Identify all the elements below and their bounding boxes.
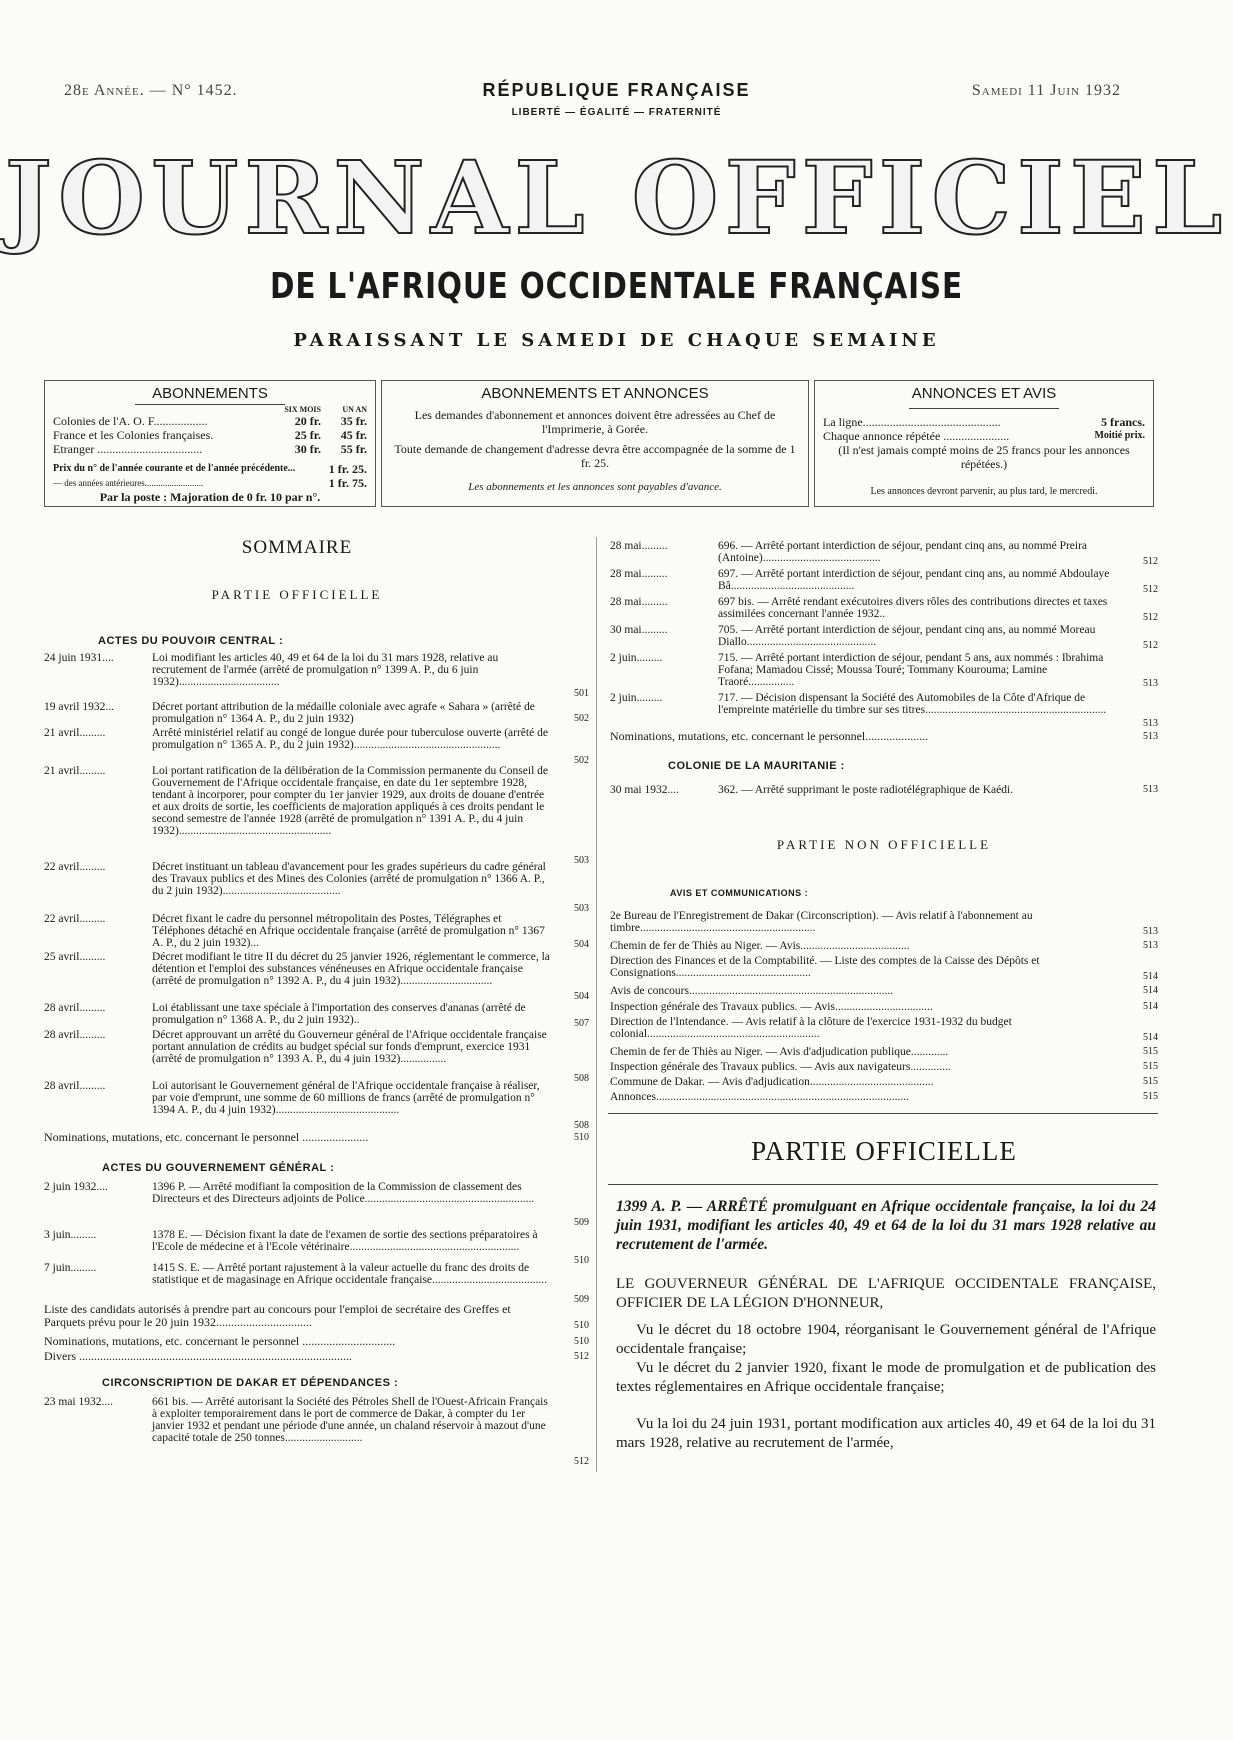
- price-column-headers: [53, 405, 367, 414]
- annonces-avis-box: [814, 380, 1154, 507]
- toc-entry: Annonces........................................................................................ 515: [610, 1091, 1158, 1103]
- text-paragraph: Les demandes d'abonnement et annonces doivent être adressées au Chef de l'Imprimerie, à Gorée.: [414, 408, 776, 436]
- column-divider: [596, 537, 597, 1472]
- col-un-an: UN AN: [342, 405, 367, 414]
- abonnements-annonces-title: ABONNEMENTS ET ANNONCES: [481, 385, 709, 402]
- masthead-tagline: PARAISSANT LE SAMEDI DE CHAQUE SEMAINE: [293, 330, 940, 351]
- toc-nominations: Nominations, mutations, etc. concernant le personnel ............................... 510: [44, 1334, 589, 1348]
- toc-entry: Inspection générale des Travaux publics. — Avis aux navigateurs.............. 515: [610, 1061, 1158, 1073]
- col-six-mois: SIX MOIS: [284, 405, 321, 414]
- prix-row: Prix du n° de l'année courante et de l'année précédente... 1 fr. 25.: [53, 462, 367, 476]
- price-row: Colonies de l'A. O. F.................. 20 fr. 35 fr.: [53, 414, 367, 428]
- toc-entry: 3 juin......... 1378 E. — Décision fixant la date de l'examen de sortie des sections préparatoires à l'Ecole de médecine et à l'Ecole vétérinaire........................................................... 510: [44, 1229, 589, 1266]
- toc-entry: Inspection générale des Travaux publics. — Avis.................................. 514: [610, 1001, 1158, 1013]
- text-paragraph: Les abonnements et les annonces sont payables d'avance.: [468, 481, 722, 493]
- toc-entry: 28 mai......... 697. — Arrêté portant interdiction de séjour, pendant cinq ans, au nommé Abdoulaye Bâ........................................... 512: [610, 568, 1158, 595]
- toc-entry: 28 mai......... 696. — Arrêté portant interdiction de séjour, pendant cinq ans, au nommé Preira (Antoine)......................................... 512: [610, 540, 1158, 567]
- annonces-note: (Il n'est jamais compté moins de 25 francs pour les annonces répétées.): [838, 443, 1130, 471]
- toc-nominations: Nominations, mutations, etc. concernant le personnel..................... 513: [610, 729, 1158, 743]
- partie-non-officielle-heading: PARTIE NON OFFICIELLE: [776, 837, 992, 852]
- masthead-subtitle: DE L'AFRIQUE OCCIDENTALE FRANÇAISE: [269, 266, 964, 307]
- section-rule: [608, 1184, 1158, 1185]
- vu-paragraph: Vu la loi du 24 juin 1931, portant modification aux articles 40, 49 et 64 de la loi du 31 mars 1928, relative au recrutement de l'armée,: [616, 1416, 1156, 1451]
- toc-entry: 2 juin......... 715. — Arrêté portant interdiction de séjour, pendant 5 ans, aux nommés : Ibrahima Fofana; Mamadou Cissé; Moussa Touré; Tommany Kourouma; Lamine Traoré................ 513: [610, 652, 1158, 689]
- section-gouvernement-general: ACTES DU GOUVERNEMENT GÉNÉRAL :: [102, 1162, 335, 1174]
- gouverneur-line: LE GOUVERNEUR GÉNÉRAL DE L'AFRIQUE OCCIDENTALE FRANÇAISE, OFFICIER DE LA LÉGION D'HONNEUR,: [616, 1276, 1156, 1311]
- toc-entry: Chemin de fer de Thiès au Niger. — Avis d'adjudication publique............. 515: [610, 1046, 1158, 1058]
- toc-entry: 19 avril 1932... Décret portant attribution de la médaille coloniale avec agrafe « Sahara » (arrêté de promulgation n° 1364 A. P., du 2 juin 1932) 502: [44, 701, 589, 725]
- toc-entry: 7 juin......... 1415 S. E. — Arrêté portant rajustement à la valeur actuelle du franc des droits de statistique et de magasinage en Afrique occidentale française........................................ 509: [44, 1262, 589, 1305]
- republic-heading: RÉPUBLIQUE FRANÇAISE: [482, 80, 751, 100]
- abonnements-box: [44, 380, 376, 507]
- sommaire-title: SOMMAIRE: [241, 537, 353, 558]
- partie-officielle-heading: PARTIE OFFICIELLE: [211, 587, 383, 602]
- toc-entry: 28 avril......... Décret approuvant un arrêté du Gouverneur général de l'Afrique occidentale française portant annulation de crédits au budget spécial sur fonds d'emprunt, exercice 1931 (arrêté de promulgation n° 1393 A. P., du 4 juin 1932)................ 508: [44, 1029, 589, 1084]
- vu-paragraph: Vu le décret du 2 janvier 1920, fixant le mode de promulgation et de publication des textes réglementaires en Afrique occidentale française;: [616, 1360, 1156, 1395]
- issue-number: 28e Année. — N° 1452.: [64, 82, 238, 99]
- toc-entry: 22 avril......... Décret instituant un tableau d'avancement pour les grades supérieurs du cadre général des Travaux publics et des Mines des Colonies (arrêté de promulgation n° 1366 A. P., du 2 juin 1932)......................................... 503: [44, 861, 589, 914]
- section-dakar: CIRCONSCRIPTION DE DAKAR ET DÉPENDANCES :: [102, 1377, 399, 1389]
- toc-entry: 24 juin 1931.... Loi modifiant les articles 40, 49 et 64 de la loi du 31 mars 1928, relative au recrutement de l'armée (arrêté de promulgation n° 1399 A. P., du 6 juin 1932)................................... 501: [44, 652, 589, 699]
- price-row: France et les Colonies françaises. 25 fr. 45 fr.: [53, 428, 367, 442]
- section-rule: [608, 1113, 1158, 1114]
- price-row: Etranger ................................... 30 fr. 55 fr.: [53, 442, 367, 456]
- poste-note: Par la poste : Majoration de 0 fr. 10 par n°.: [99, 490, 321, 504]
- toc-entry: 22 avril......... Décret fixant le cadre du personnel métropolitain des Postes, Télégraphes et Téléphones détaché en Afrique occidentale française (arrêté de promulgation n° 1367 A. P., du 2 juin 1932)... 504: [44, 913, 589, 950]
- toc-entry: Direction de l'Intendance. — Avis relatif à la clôture de l'exercice 1931-1932 du budget colonial............................................................ 514: [610, 1016, 1158, 1043]
- toc-divers: Divers ........................................................................................... 512: [44, 1349, 589, 1363]
- vu-paragraph: Vu le décret du 18 octobre 1904, réorganisant le Gouvernement général de l'Afrique occidentale française;: [616, 1322, 1156, 1357]
- partie-officielle-title: PARTIE OFFICIELLE: [751, 1136, 1017, 1166]
- toc-entry: 21 avril......... Arrêté ministériel relatif au congé de longue durée pour tuberculose ouverte (arrêté de promulgation n° 1365 A. P., du 2 juin 1932)................................................... 502: [44, 727, 589, 766]
- abonnements-title: ABONNEMENTS: [152, 385, 268, 402]
- section-avis: AVIS ET COMMUNICATIONS :: [670, 888, 809, 898]
- toc-liste: Liste des candidats autorisés à prendre part au concours pour l'emploi de secrétaire des Greffes et Parquets prévu pour le 20 juin 1932................................ 510: [44, 1302, 589, 1331]
- annonces-delai: Les annonces devront parvenir, au plus tard, le mercredi.: [870, 486, 1098, 497]
- price-row: La ligne.............................................. 5 francs.: [823, 415, 1145, 429]
- text-paragraph: Toute demande de changement d'adresse devra être accompagnée de la somme de 1 fr. 25.: [394, 442, 796, 470]
- toc-entry: 2 juin 1932.... 1396 P. — Arrêté modifiant la composition de la Commission de classement des Directeurs et des Directeurs adjoints de Police........................................................... 509: [44, 1181, 589, 1228]
- toc-entry: Commune de Dakar. — Avis d'adjudication........................................... 515: [610, 1076, 1158, 1088]
- toc-entry: Chemin de fer de Thiès au Niger. — Avis...................................... 513: [610, 940, 1158, 952]
- toc-entry: 30 mai 1932.... 362. — Arrêté supprimant le poste radiotélégraphique de Kaédi. 513: [610, 784, 1158, 796]
- toc-nominations: Nominations, mutations, etc. concernant le personnel ...................... 510: [44, 1130, 589, 1144]
- price-row: Chaque annonce répétée ...................... Moitié prix.: [823, 429, 1145, 443]
- arrete-heading: 1399 A. P. — ARRÊTÉ promulguant en Afrique occidentale française, la loi du 24 juin 1931, modifiant les articles 40, 49 et 64 de la loi du 31 mars 1928 relative au recrutement de l'armée.: [616, 1198, 1156, 1253]
- annonces-avis-title: ANNONCES ET AVIS: [911, 385, 1057, 402]
- toc-entry: 2 juin......... 717. — Décision dispensant la Société des Automobiles de la Côte d'Afrique de l'empreinte matérielle du timbre sur ses titres............................................................... 513: [610, 692, 1158, 729]
- masthead-title: JOURNAL OFFICIEL: [4, 139, 1229, 257]
- abonnements-annonces-box: [381, 380, 809, 507]
- toc-entry: Direction des Finances et de la Comptabilité. — Liste des comptes de la Caisse des Dépôts et Consignations............................................... 514: [610, 955, 1158, 982]
- motto: LIBERTÉ — ÉGALITÉ — FRATERNITÉ: [511, 107, 722, 118]
- title-rule: [909, 408, 1059, 409]
- toc-entry: 28 avril......... Loi autorisant le Gouvernement général de l'Afrique occidentale française à réaliser, par voie d'emprunt, une somme de 60 millions de francs (arrêté de promulgation n° 1394 A. P., du 4 juin 1932)........................................... 508: [44, 1080, 589, 1131]
- toc-entry: 23 mai 1932.... 661 bis. — Arrêté autorisant la Société des Pétroles Shell de l'Ouest-Africain Français à exploiter temporairement dans le port de commerce de Dakar, à compter du 1er janvier 1932 et pendant une période d'une année, un chaland réservoir à mazout d'une capacité totale de 250 tonnes........................... 512: [44, 1396, 589, 1467]
- prix-row: — des années antérieures.......................... 1 fr. 75.: [53, 476, 367, 490]
- toc-entry: 28 avril......... Loi établissant une taxe spéciale à l'importation des conserves d'ananas (arrêté de promulgation n° 1368 A. P., du 2 juin 1932).. 507: [44, 1002, 589, 1029]
- toc-entry: 25 avril......... Décret modifiant le titre II du décret du 25 janvier 1926, réglementant le commerce, la détention et l'emploi des substances vénéneuses en Afrique occidentale française (arrêté de promulgation n° 1392 A. P., du 4 juin 1932)................................ 504: [44, 951, 589, 1002]
- toc-entry: Avis de concours....................................................................... 514: [610, 985, 1158, 997]
- toc-entry: 28 mai......... 697 bis. — Arrêté rendant exécutoires divers rôles des contributions directes et taxes assimilées concernant l'année 1932.. 512: [610, 596, 1158, 623]
- issue-date: Samedi 11 Juin 1932: [971, 82, 1121, 99]
- toc-entry: 30 mai......... 705. — Arrêté portant interdiction de séjour, pendant cinq ans, au nommé Moreau Diallo............................................. 512: [610, 624, 1158, 651]
- section-pouvoir-central: ACTES DU POUVOIR CENTRAL :: [98, 635, 284, 647]
- section-mauritanie: COLONIE DE LA MAURITANIE :: [668, 760, 845, 772]
- toc-entry: 21 avril......... Loi portant ratification de la délibération de la Commission permanente du Conseil de Gouvernement de l'Afrique occidentale française, en date du 1er septembre 1928, tendant à incorporer, pour compter du 1er janvier 1929, aux droits de douane d'entrée et aux droits de sortie, les coefficients de majoration appliqués à ces droits pendant le second semestre de l'année 1928 (arrêté de promulgation n° 1391 A. P., du 4 juin 1932)..................................................... 503: [44, 765, 589, 866]
- toc-entry: 2e Bureau de l'Enregistrement de Dakar (Circonscription). — Avis relatif à l'abonnement au timbre............................................................. 513: [610, 910, 1158, 937]
